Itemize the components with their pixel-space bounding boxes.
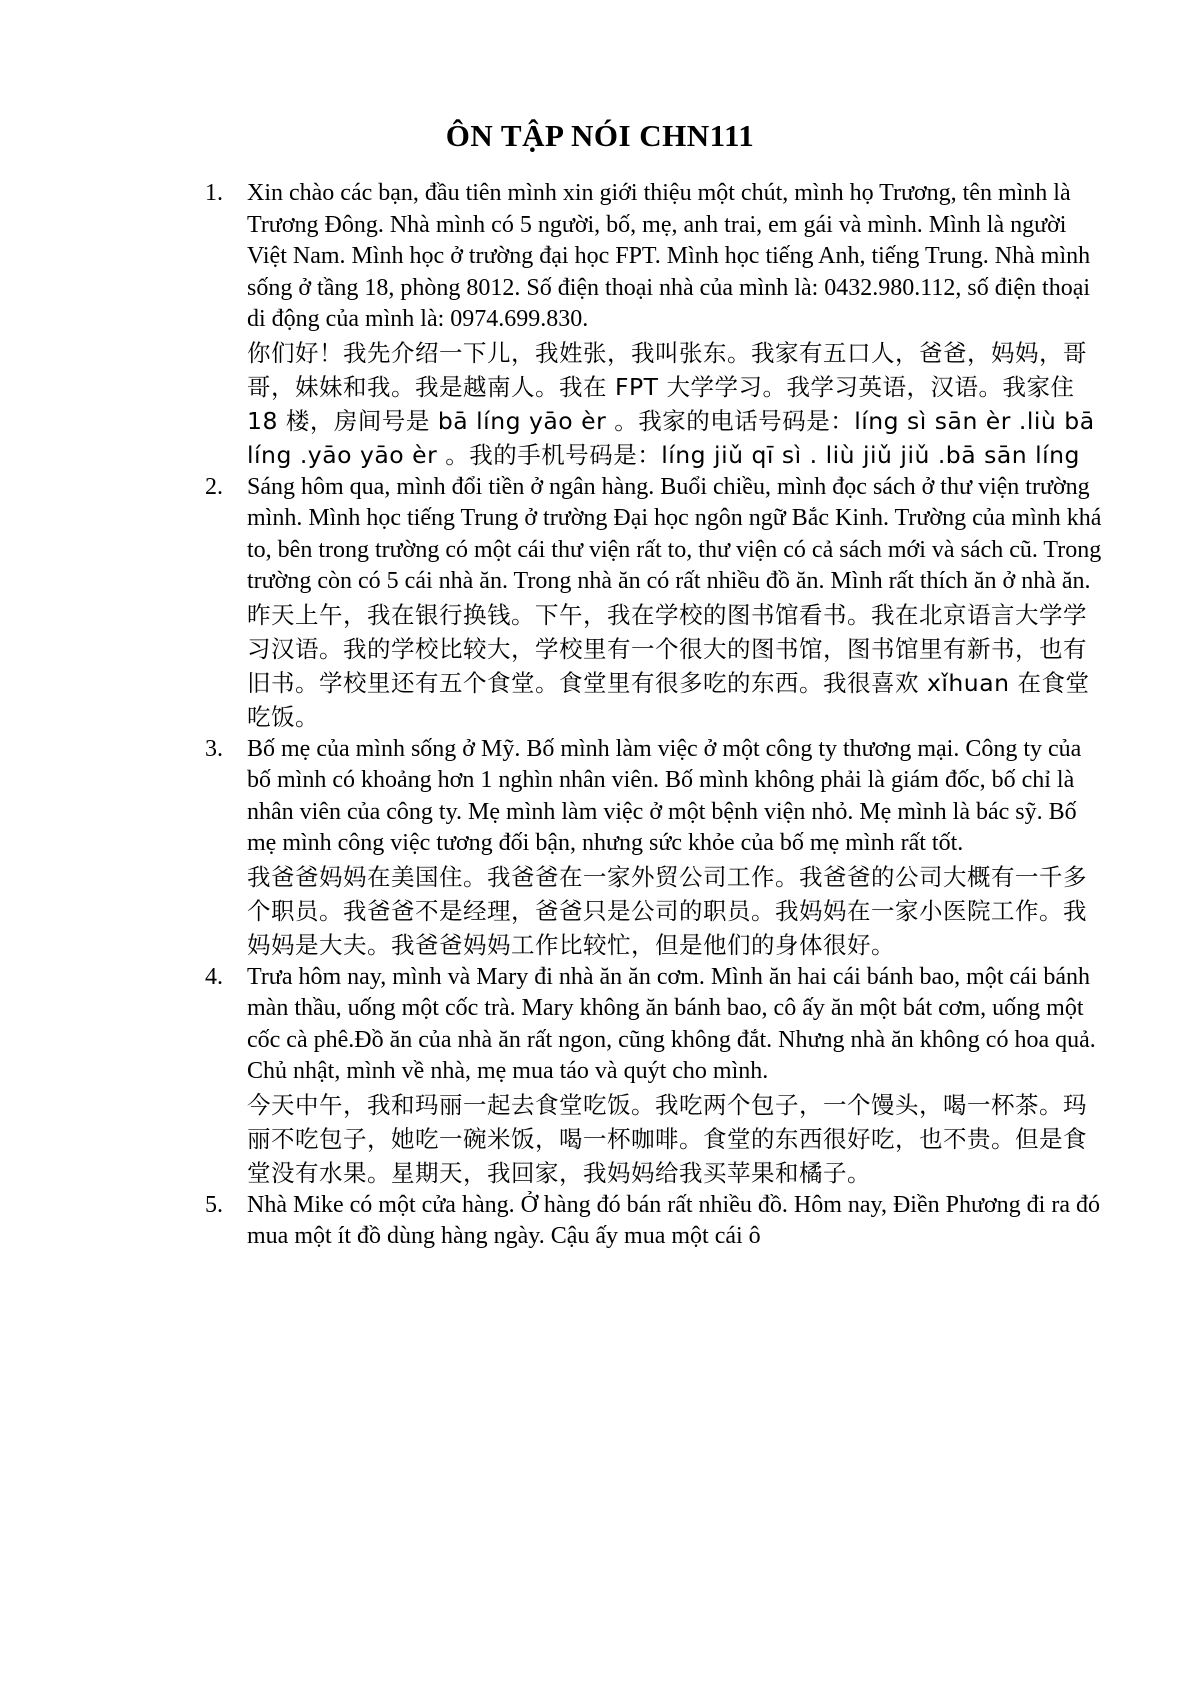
list-item <box>205 1190 1105 1253</box>
item-number: 2. <box>205 473 223 500</box>
vietnamese-paragraph: Bố mẹ của mình sống ở Mỹ. Bố mình làm việc ở một công ty thương mại. Công ty của bố mình có khoảng hơn 1 nghìn nhân viên. Bố mình không phải là giám đốc, bố chỉ là nhân viên của công ty. Mẹ mình làm việc ở một bệnh viện nhỏ. Mẹ mình là bác sỹ. Bố mẹ mình công việc tương đối bận, nhưng sức khỏe của bố mẹ mình rất tốt. <box>247 735 1082 856</box>
item-number: 3. <box>205 735 223 762</box>
item-number: 4. <box>205 963 223 990</box>
item-number: 5. <box>205 1191 223 1218</box>
chinese-paragraph: 昨天上午，我在银行换钱。下午，我在学校的图书馆看书。我在北京语言大学学习汉语。我的学校比较大，学校里有一个很大的图书馆，图书馆里有新书，也有旧书。学校里还有五个食堂。食堂里有很多吃的东西。我很喜欢 xǐhuan 在食堂吃饭。 <box>247 600 1090 731</box>
vietnamese-paragraph: Sáng hôm qua, mình đổi tiền ở ngân hàng. Buổi chiều, mình đọc sách ở thư viện trường mình. Mình học tiếng Trung ở trường Đại học ngôn ngữ Bắc Kinh. Trường của mình khá to, bên trong trường có một cái thư viện rất to, thư viện có cả sách mới và sách cũ. Trong trường còn có 5 cái nhà ăn. Trong nhà ăn có rất nhiều đồ ăn. Mình rất thích ăn ở nhà ăn. <box>247 473 1102 594</box>
vietnamese-paragraph: Trưa hôm nay, mình và Mary đi nhà ăn ăn cơm. Mình ăn hai cái bánh bao, một cái bánh màn thầu, uống một cốc trà. Mary không ăn bánh bao, cô ấy ăn một bát cơm, uống một cốc cà phê.Đồ ăn của nhà ăn rất ngon, cũng không đắt. Nhưng nhà ăn không có hoa quả. Chủ nhật, mình về nhà, mẹ mua táo và quýt cho mình. <box>247 963 1096 1084</box>
exercise-list <box>205 178 1105 1253</box>
vietnamese-paragraph: Nhà Mike có một cửa hàng. Ở hàng đó bán rất nhiều đồ. Hôm nay, Điền Phương đi ra đó mua một ít đồ dùng hàng ngày. Cậu ấy mua một cái ô <box>247 1191 1100 1249</box>
list-item <box>205 734 1105 962</box>
chinese-paragraph: 今天中午，我和玛丽一起去食堂吃饭。我吃两个包子，一个馒头，喝一杯茶。玛丽不吃包子，她吃一碗米饭，喝一杯咖啡。食堂的东西很好吃，也不贵。但是食堂没有水果。星期天，我回家，我妈妈给我买苹果和橘子。 <box>247 1090 1087 1187</box>
item-number: 1. <box>205 180 223 206</box>
document-title: ÔN TẬP NÓI CHN111 <box>445 118 755 153</box>
vietnamese-paragraph: Xin chào các bạn, đầu tiên mình xin giới thiệu một chút, mình họ Trương, tên mình là Trương Đông. Nhà mình có 5 người, bố, mẹ, anh trai, em gái và mình. Mình là người Việt Nam. Mình học ở trường đại học FPT. Mình học tiếng Anh, tiếng Trung. Nhà mình sống ở tầng 18, phòng 8012. Số điện thoại nhà của mình là: 0432.980.112, số điện thoại di động của mình là: 0974.699.830. <box>247 180 1091 332</box>
list-item <box>205 962 1105 1190</box>
list-item <box>205 178 1105 472</box>
chinese-paragraph: 你们好！我先介绍一下儿，我姓张，我叫张东。我家有五口人，爸爸，妈妈，哥哥，妹妹和我。我是越南人。我在 FPT 大学学习。我学习英语，汉语。我家住 18 楼，房间号是 bā líng yāo èr 。我家的电话号码是：líng sì sān èr .liù bā líng .yāo yāo èr 。我的手机号码是：líng jiǔ qī sì . liù jiǔ jiǔ .bā sān líng <box>247 338 1095 469</box>
chinese-paragraph: 我爸爸妈妈在美国住。我爸爸在一家外贸公司工作。我爸爸的公司大概有一千多个职员。我爸爸不是经理，爸爸只是公司的职员。我妈妈在一家小医院工作。我妈妈是大夫。我爸爸妈妈工作比较忙，但是他们的身体很好。 <box>247 862 1087 959</box>
list-item <box>205 472 1105 734</box>
